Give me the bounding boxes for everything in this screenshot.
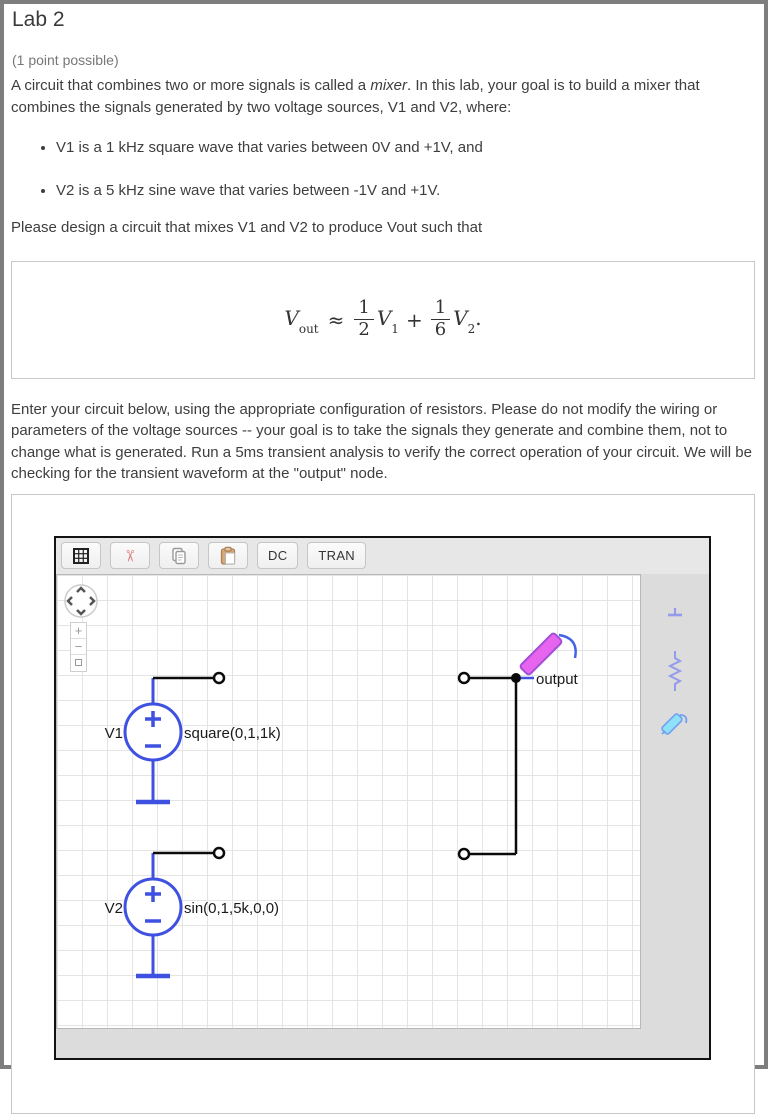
- output-wire-rail[interactable]: [459, 673, 521, 859]
- signal-bullet-list: [11, 137, 755, 201]
- output-junction-dot: [511, 673, 521, 683]
- probe-icon: [658, 706, 692, 738]
- zoom-fit-button[interactable]: [71, 655, 86, 671]
- output-top-open-terminal[interactable]: [459, 673, 469, 683]
- probe-cable: [559, 635, 576, 658]
- zoom-fit-icon: [75, 659, 82, 666]
- parts-bin-ground[interactable]: [641, 606, 709, 622]
- voltage-source-v1[interactable]: [105, 673, 281, 802]
- paste-button[interactable]: [208, 542, 248, 569]
- v2-open-terminal[interactable]: [214, 848, 224, 858]
- scissors-icon: ✂: [121, 548, 138, 563]
- design-instruction: Please design a circuit that mixes V1 and V2 to produce Vout such that: [11, 219, 483, 236]
- v2-value-label: sin(0,1,5k,0,0): [184, 899, 280, 917]
- cut-button[interactable]: [110, 542, 150, 569]
- grid-toggle-button[interactable]: [61, 542, 101, 569]
- formula-plus-sign: +: [405, 307, 423, 332]
- paste-icon: [218, 546, 238, 566]
- v1-name-label: V1: [104, 724, 123, 742]
- resistor-icon: [666, 650, 684, 692]
- parts-bin-probe[interactable]: [641, 706, 709, 738]
- circuit-instructions: Enter your circuit below, using the appropriate configuration of resistors. Please do not modify the wiring or parameters of the voltage sources -- your goal is to take the signals they generate and combine them, not to change what is generated. Run a 5ms transient analysis to verify the correct operation of your circuit. We will be checking for the transient waveform at the "output" node.: [11, 400, 752, 482]
- v1-value-label: square(0,1,1k): [184, 724, 281, 742]
- zoom-controls: [70, 622, 87, 672]
- formula-box: [11, 261, 755, 379]
- formula-approx-sign: ≈: [327, 307, 345, 332]
- zoom-out-button[interactable]: −: [71, 639, 86, 655]
- zoom-in-button[interactable]: +: [71, 623, 86, 639]
- parts-bin-resistor[interactable]: [641, 650, 709, 692]
- voltage-probe[interactable]: [519, 632, 578, 688]
- voltage-source-v2[interactable]: [105, 848, 279, 976]
- schematic-editor: [54, 536, 711, 1060]
- formula-period: .: [475, 306, 482, 330]
- v2-name-label: V2: [104, 899, 123, 917]
- formula-vout: V: [284, 306, 299, 330]
- formula-v1: V: [376, 306, 392, 330]
- probe-body[interactable]: [519, 632, 562, 675]
- page-title: Lab 2: [12, 8, 65, 31]
- output-bottom-open-terminal[interactable]: [459, 849, 469, 859]
- target-formula: $V_{out}$ ≈ $\frac{1}{2}$ $V_1$ + $\frac{1}{6}$ $V_2$.: [284, 297, 482, 340]
- copy-icon: [169, 546, 189, 566]
- intro-paragraph: [11, 75, 755, 118]
- intro-text-post: . In this lab, your goal is to build a mixer that combines the signals generated by two voltage sources, V1 and V2, where:: [11, 77, 700, 116]
- bullet-v2: • V2 is a 5 kHz sine wave that varies between -1V and +1V.: [56, 180, 755, 202]
- formula-v2: V: [453, 306, 468, 330]
- dc-analysis-button[interactable]: DC: [257, 542, 298, 569]
- tran-analysis-button[interactable]: TRAN: [307, 542, 366, 569]
- output-node-label: output: [536, 670, 578, 688]
- intro-text-pre: A circuit that combines two or more signals is called a: [11, 77, 371, 94]
- editor-toolbar: [56, 538, 709, 574]
- points-note: (1 point possible): [12, 52, 119, 68]
- schematic-canvas[interactable]: [56, 574, 641, 1029]
- formula-out-subscript: out: [298, 322, 319, 336]
- v1-open-terminal[interactable]: [214, 673, 224, 683]
- circuit-drawing: [57, 575, 640, 1028]
- parts-bin: [641, 574, 709, 1058]
- ground-icon: [664, 606, 686, 622]
- copy-button[interactable]: [159, 542, 199, 569]
- formula-fraction-sixth: $\frac{1}{6}$: [431, 298, 450, 340]
- circuit-widget-box: [11, 494, 755, 1114]
- bullet-v1: • V1 is a 1 kHz square wave that varies between 0V and +1V, and: [56, 137, 755, 159]
- intro-italic-mixer: mixer: [370, 77, 407, 94]
- pan-control[interactable]: [63, 583, 99, 619]
- formula-fraction-half: $\frac{1}{2}$: [354, 298, 373, 340]
- grid-icon: [71, 546, 91, 566]
